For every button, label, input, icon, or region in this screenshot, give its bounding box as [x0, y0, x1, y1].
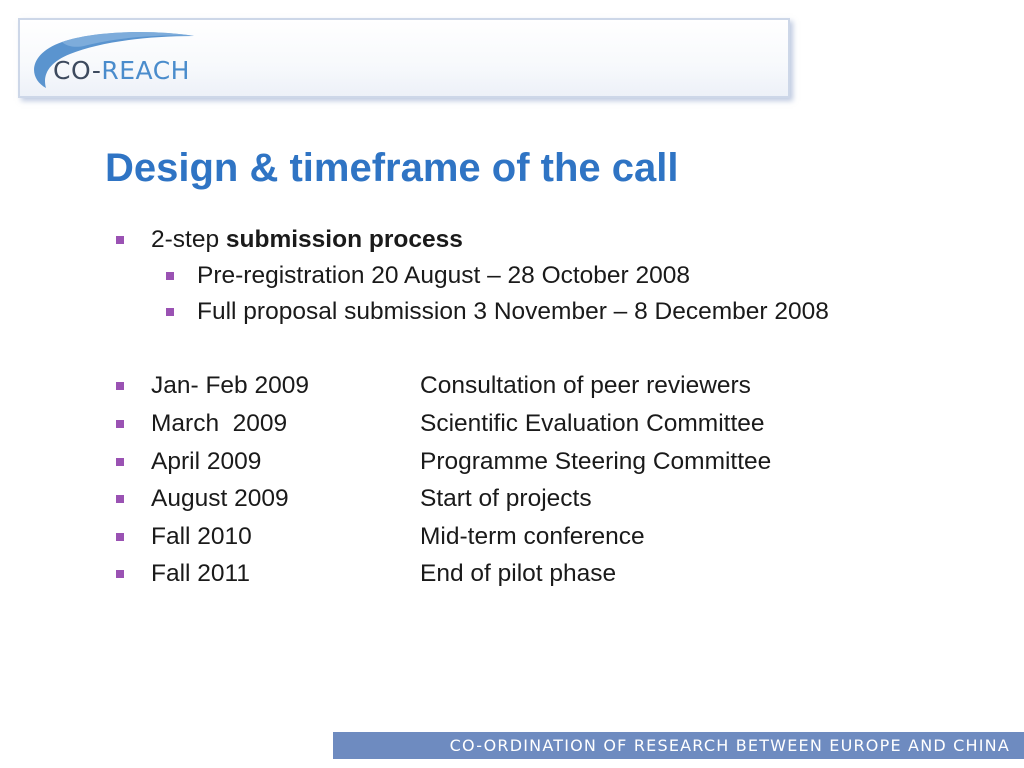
logo-wordmark [53, 58, 190, 83]
bullet-square-icon [166, 308, 174, 316]
bullet-square-icon [116, 533, 124, 541]
slide-title: Design & timeframe of the call [105, 146, 679, 190]
timeline-date: March 2009 [151, 410, 288, 437]
sub-bullet-text: Full proposal submission 3 November – 8 December 2008 [197, 298, 829, 325]
timeline-date: August 2009 [151, 485, 289, 512]
timeline-date: Jan- Feb 2009 [151, 372, 309, 399]
footer-bar: CO-ORDINATION OF RESEARCH BETWEEN EUROPE AND CHINA [333, 732, 1024, 759]
submission-prefix: 2-step [151, 226, 226, 253]
bullet-square-icon [116, 236, 124, 244]
logo-reach: REACH [101, 56, 190, 85]
timeline-event: Mid-term conference [420, 523, 645, 550]
sub-bullet-text: Pre-registration 20 August – 28 October 2008 [197, 262, 691, 289]
timeline-date: Fall 2011 [151, 560, 250, 587]
timeline-date: April 2009 [151, 448, 262, 475]
timeline-event: Programme Steering Committee [420, 448, 772, 475]
timeline-date: Fall 2010 [151, 523, 252, 550]
timeline-event: Start of projects [420, 485, 592, 512]
bullet-square-icon [116, 570, 124, 578]
timeline-event: Scientific Evaluation Committee [420, 410, 765, 437]
timeline-event: Consultation of peer reviewers [420, 372, 751, 399]
bullet-square-icon [116, 382, 124, 390]
bullet-square-icon [116, 458, 124, 466]
logo-co: CO- [53, 56, 102, 85]
bullet-text [151, 224, 463, 256]
timeline-event: End of pilot phase [420, 560, 617, 587]
submission-bold: submission process [225, 226, 463, 253]
bullet-square-icon [116, 495, 124, 503]
logo-banner [18, 18, 790, 98]
bullet-square-icon [166, 272, 174, 280]
bullet-square-icon [116, 420, 124, 428]
